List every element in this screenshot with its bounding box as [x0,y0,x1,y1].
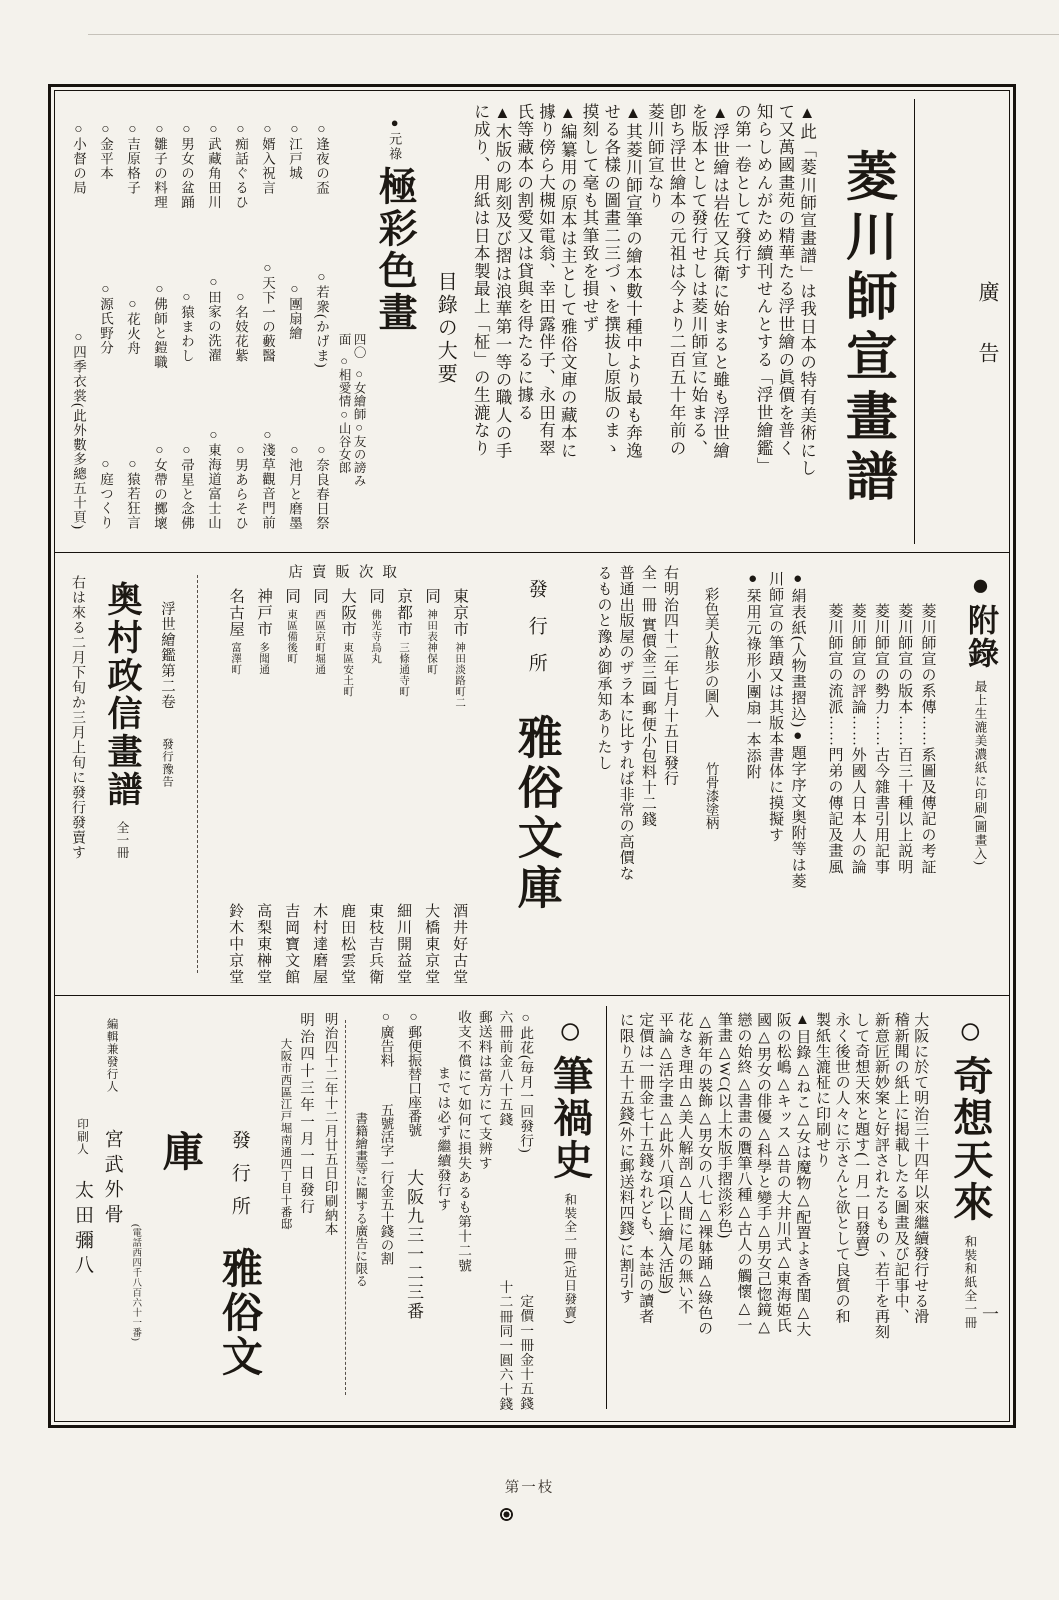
catalog-column [281,121,308,530]
catalog-column [200,121,227,530]
appendix-title-column [958,559,1003,989]
konohana-column [514,1010,535,1411]
distributor-place [420,588,442,675]
list-entry: ○四季衣裳(此外數多總五十頁) [71,329,86,530]
appendix-spec-column: 菱川師宣の評論……外國人日本人の論 [849,603,866,875]
list-entry: ○花火舟 [125,295,140,356]
appendix-cover-column: ●絹表紙(人物畫摺込)●題字序文奥附等は菱 [789,571,806,889]
distributor-entry [392,588,414,985]
publication-terms-column: るものと豫め御承知ありたし [595,565,612,771]
kiso-tenrai-column: に限り五十五錢(外に郵送料四錢)に割引す [617,1012,634,1304]
list-entry: ○男あらそひ [233,441,248,530]
list-entry: 六冊前金八十五錢 [497,1010,513,1127]
margin-sheet-mark: 一 [982,1305,999,1324]
kiso-tenrai-column: 阪の松嶋△キッス△昔の大井川式△東海姫氏 [774,1012,791,1333]
appendix-spec-columns [822,559,938,989]
distributor-place [224,588,246,675]
distributor-address: 佛光寺烏丸 [370,608,382,664]
catalog-column [254,121,281,530]
distributor-city: 名古屋 [227,588,245,638]
distributor-name: 高梨東榊堂 [255,902,272,985]
publication-terms-column: 普通出版屋のザラ本に比すれば非常の高價な [617,565,634,881]
printer-label: 印刷人 [76,1118,88,1156]
publisher-column [504,559,569,989]
advertisement-label-column [914,99,1003,544]
editor-name: 宮武外骨 [101,1129,123,1229]
list-entry: ○武藏角田川 [206,121,221,210]
section-appendix-publisher [55,552,1009,995]
next-volume-series-column [157,563,178,983]
distributor-address: 神田表神保町 [426,608,438,675]
section-moronobu-gafu [55,91,1009,552]
list-entry: 收支不償にて如何に損失あるも第十二號 [456,1010,472,1273]
publisher-name: 雅俗文庫 [510,714,561,914]
next-volume-title: 奥村政信畫譜 [103,581,142,809]
series-prefix: ●元祿 [387,115,403,162]
dashed-divider [345,1020,346,1395]
list-entry: 面 [337,333,352,346]
intro-column: て又萬國畫苑の精華たる浮世繪の眞價を普く [775,103,795,457]
hikka-shi-title-column [542,1004,599,1411]
publication-terms-column: 全一冊 實價金三圓 郵便小包料十二錢 [639,565,656,827]
list-entry: ○逢夜の盃 [314,121,329,195]
list-entry: ○庭つくり [98,456,113,530]
kiso-tenrai-column: 新意匠新妙案と好評されたるものヽ若干を再刻 [872,1012,889,1340]
konohana-column [432,1010,453,1411]
list-entry: ○男女の盆踊 [179,121,194,210]
distributor-address: 西區京町堀通 [314,608,326,675]
list-entry: ○若衆(かげま) [314,268,329,368]
publisher-address-column: 大阪市西區江戸堀南通四丁目十番邸 [279,1038,292,1230]
colophon-publisher-label: 發行所 [228,1130,250,1229]
list-entry: ○痴話ぐるひ [233,121,248,210]
appendix-spec-column: 菱川師宣の版本……百三十種以上説明 [896,603,913,875]
list-entry: ○此花(毎月一回發行) [518,1010,534,1154]
appendix-spec-column: 菱川師宣の勢力……古今雜書引用記事 [872,603,889,875]
konohana-columns [432,1004,535,1411]
distributor-address: 三條通寺町 [398,641,410,697]
intro-column: ▲此「菱川師宣畫譜」は我日本の特有美術にし [797,103,817,478]
dashed-divider [197,575,198,973]
distributor-city: 同 [367,588,385,605]
intro-column: ▲編纂用の原本は主として雅俗文庫の藏本に [558,103,578,460]
list-entry: までは必ず繼續發行す [435,1066,451,1212]
list-entry: ○女帶の擲壞 [152,441,167,530]
list-entry: 郵送料は當方にて支辨す [476,1010,492,1171]
kiso-tenrai-column: 國△男女の俳優△科學と變手△男女己惚鏡△ [755,1012,772,1336]
distributor-name: 木村達磨屋 [311,902,328,985]
distributor-entry [308,588,330,985]
ad-rate-label: ○廣告料 [378,1010,394,1067]
section-other-publications-colophon [55,995,1009,1421]
editor-column [99,1004,126,1411]
kiso-tenrai-column: して奇想天來と題す(一月一日發賣) [853,1012,870,1258]
distributor-address: 神田淡路町二 [454,641,466,708]
series-title: 極彩色畫 [373,166,417,334]
list-entry: ○田家の洗濯 [206,274,221,363]
list-entry: ○淺草觀音門前 [260,427,275,530]
postal-transfer-column [401,1004,426,1411]
kiso-tenrai-column: 製紙生漉柾に印刷せり [814,1012,831,1168]
catalog-column [65,121,92,530]
list-entry: ○猿若狂言 [125,456,140,530]
intro-column: に成り、用紙は日本製最上「柾」の生漉なり [471,103,491,457]
page-title: 菱川師宣畫譜 [837,149,895,509]
kiso-tenrai-columns [615,1004,929,1411]
registration-dot-icon [500,1508,513,1521]
kiso-tenrai-column: 定價は一冊金七十五錢なれども、本誌の讀者 [637,1012,654,1324]
publisher-label: 發行所 [525,579,547,690]
kiso-tenrai-column: 永く後世の人々に示さんと欲として良質の和 [833,1012,850,1324]
next-volume-volumes: 全一冊 [115,821,129,859]
list-entry: ○佛師と鎧職 [152,281,167,370]
intro-column: ▲浮世繪は岩佐又兵衛に始まると雖も浮世繪 [710,103,730,460]
distributor-name: 酒井好古堂 [451,902,468,985]
distributor-place [280,588,302,664]
distributor-name: 細川開益堂 [395,902,412,985]
kiso-tenrai-column: ▲目錄△ねこ△女は魔物△配置よき香閨△大 [794,1012,811,1337]
kiso-tenrai-column: 戀の始終△書畫の贋筆八種△古人の觸懷△一 [735,1012,752,1333]
distributor-entry [252,588,274,985]
catalog-column [119,121,146,530]
kiso-tenrai-title-column [942,1004,999,1411]
sheet-number: 第一枝 [504,1480,555,1496]
page-frame-inner [54,90,1010,1422]
list-entry: ○婿入祝言 [260,121,275,195]
list-entry: ○東海道富士山 [206,427,221,530]
ad-rate-column [375,1004,395,1411]
editor-label: 編輯兼發行人 [105,1018,118,1093]
fan-note-column [701,559,722,989]
colophon-publisher-name: 雅俗文庫 [156,1130,262,1379]
distributor-entry [336,588,358,985]
gokusaishiki-block [336,99,422,544]
list-entry: ○源氏野分 [98,281,113,356]
distributor-entry [448,588,470,985]
distributors-heading: 店賣販次取 [288,565,406,581]
list-entry: ○名妓花紫 [233,288,248,363]
kiso-tenrai-column: △新年の裝飾△男女の八七△裸躰踊△綠色の [696,1012,713,1336]
list-entry: ○小督の局 [71,121,86,195]
catalog-column [173,121,200,530]
print-date-column: 明治四十二年十二月廿五日印刷納本 [322,1012,338,1236]
list-entry: ○雛子の料理 [152,121,167,210]
hikka-shi-subtitle: 和裝全一冊(近日發賣) [562,1193,577,1325]
postal-transfer-label: ○郵便振替口座番號 [406,1010,422,1137]
colophon-publisher-column [151,1004,269,1411]
gokusaishiki-notes [336,99,366,544]
fan-note-sub: 竹骨漆塗柄 [703,761,719,829]
list-entry: 十二冊同一圓六十錢 [497,1279,513,1411]
series-note-column [351,99,366,544]
intro-column: を版本として發行せしは菱川師宣に始まる、 [688,103,708,457]
telephone-number: (電話西四千八百六十一番) [130,1224,141,1342]
intro-column: せる各樣の圖畫二三づヽを撰拔し原版のまゝ [601,103,621,457]
list-entry: ○團扇繪 [287,281,302,341]
intro-column: 據り傍ら大槻如電翁、幸田露伴子、永田有翠 [536,103,556,457]
list-entry: ○奈良春日祭 [314,441,329,530]
appendix-title: ●附錄 [963,567,998,670]
catalog-items [65,99,335,544]
appendix-cover-columns [741,559,809,989]
ad-rate-note: 書籍繪畫等に關する廣告に限る [353,1112,368,1287]
distributor-place [336,588,358,697]
intro-column: 氏等藏本の割愛又は貸與を得たるに據る [514,103,534,422]
appendix-spec-column: 菱川師宣の系傳……系圖及傳記の考証 [919,603,936,875]
list-entry: ○江戸城 [287,121,302,181]
advertisement-label: 廣告 [975,280,1000,403]
kiso-tenrai-column: 花なき理由△美人解剖△人間に尾の無い不 [676,1012,693,1315]
catalog-column [227,121,254,530]
list-entry: ○池月と磨墨 [287,441,302,530]
distributor-entry [420,588,442,985]
intro-column: 菱川師宣なり [645,103,665,210]
fan-note-main: 彩色美人散歩の圖入 [702,587,719,718]
appendix-spec-column: 菱川師宣の流派……門弟の傳記及畫風 [826,603,843,875]
distributor-name: 吉岡寶文館 [283,902,300,985]
distributor-city: 同 [311,588,329,605]
list-entry: ○帚星と念佛 [179,441,194,530]
kiso-tenrai-column: 稽新聞の紙上に掲載したる圖畫及び記事中、 [892,1012,909,1324]
catalog-column [308,121,335,530]
kiso-tenrai-column: 平論△活字畫△此外八項(以上繪入活版) [656,1012,673,1295]
distributor-place [448,588,470,708]
kiso-tenrai-column: 大阪に於て明治三十四年以來繼續發行せる滑 [912,1012,929,1324]
intro-column: ▲木版の彫刻及び摺は浪華第一等の職人の手 [492,103,512,460]
konohana-column [452,1010,473,1411]
top-rule [88,34,1059,35]
gokusaishiki-title-column [366,99,422,544]
distributor-place [308,588,330,675]
solid-divider [606,1006,607,1409]
list-entry: ○天下一の藪醫 [260,259,275,363]
distributor-city: 東京市 [451,588,469,638]
next-volume-notice: 發行豫告 [161,737,173,788]
catalog-column [146,121,173,530]
intro-columns [469,99,817,544]
issue-date-column: 明治四十三年一月一日發行 [298,1012,315,1216]
list-entry: ○吉原格子 [125,121,140,195]
list-entry: ○金平本 [98,121,113,181]
distributor-city: 大阪市 [339,588,357,638]
publication-terms-columns [592,559,681,989]
main-title-column [819,99,913,544]
list-entry: 四〇 [352,333,367,359]
appendix-cover-column: ●栞用元祿形小團扇一本添附 [744,571,761,780]
next-volume-series: 浮世繪鑑第二卷 [159,601,175,710]
intro-column: の第一卷として發行す [732,103,752,280]
printer-name: 太田彌八 [72,1179,93,1280]
distributor-city: 同 [423,588,441,605]
next-volume-block [65,559,180,989]
distributor-address: 多聞通 [258,641,270,675]
distributor-city: 京都市 [395,588,413,638]
intro-column: ▲其菱川師宣筆の繪本數十種中より最も奔逸 [623,103,643,460]
konohana-column [473,1010,494,1411]
konohana-column [494,1010,515,1411]
ad-rate-value: 五號活字一行金五十錢の割 [378,1103,394,1265]
kiso-tenrai-title: ○奇想天來 [947,1008,993,1223]
distributor-place [364,588,386,664]
hikka-shi-title: ○筆禍史 [547,1008,593,1181]
distributors-block [218,559,476,989]
distributor-entry [224,588,246,985]
distributor-address: 富澤町 [230,641,242,675]
intro-column: 摸刻して毫も其筆致を損せず [580,103,600,334]
next-volume-title-column [97,563,147,983]
catalog-heading: 目錄の大要 [434,271,457,386]
list-entry: ○相愛情○山谷女郎 [337,354,352,474]
distributor-name: 鈴木中京堂 [227,902,244,985]
distributor-place [252,588,274,675]
distributor-address: 東區安土町 [342,641,354,697]
appendix-cover-column: 川師宣の筆蹟又は其版本書体に摸擬す [767,571,784,843]
catalog-column [92,121,119,530]
distributor-entry [364,588,386,985]
distributor-list [218,584,476,989]
postal-transfer-number: 大阪九三一二三番 [404,1169,424,1321]
publication-terms-column: 右明治四十二年七月十五日發行 [662,565,678,787]
distributor-address: 東區備後町 [286,608,298,664]
next-volume-note: 右は來る二月下旬か三月上旬に發行發賣す [70,575,85,860]
intro-column: 知らしめんがため續刊せんとする「浮世繪鑑」 [754,103,774,475]
distributor-city: 神戸市 [255,588,273,638]
series-note-column [336,99,351,544]
list-entry: ○猿まわし [179,288,194,363]
distributor-place [392,588,414,697]
distributor-name: 鹿田松雲堂 [339,902,356,985]
list-entry: ○女繪師○友の謗み [352,367,367,487]
distributor-city: 同 [283,588,301,605]
kiso-tenrai-column: 筆畫△WC(以上木版手摺淡彩色) [715,1012,732,1239]
kiso-tenrai-subtitle: 和裝和紙全一冊 [962,1235,977,1330]
appendix-subtitle: 最上生漉美濃紙に印刷(圖畫入) [973,680,987,866]
printer-column [69,1004,96,1411]
list-entry: 定價一冊金十五錢 [518,1294,534,1411]
distributor-name: 東枝吉兵衛 [367,902,384,985]
intro-column: 卽ち浮世繪本の元祖は今より二百五十年前の [667,103,687,457]
page-frame [48,84,1016,1428]
distributor-entry [280,588,302,985]
distributor-name: 大橋東京堂 [423,902,440,985]
